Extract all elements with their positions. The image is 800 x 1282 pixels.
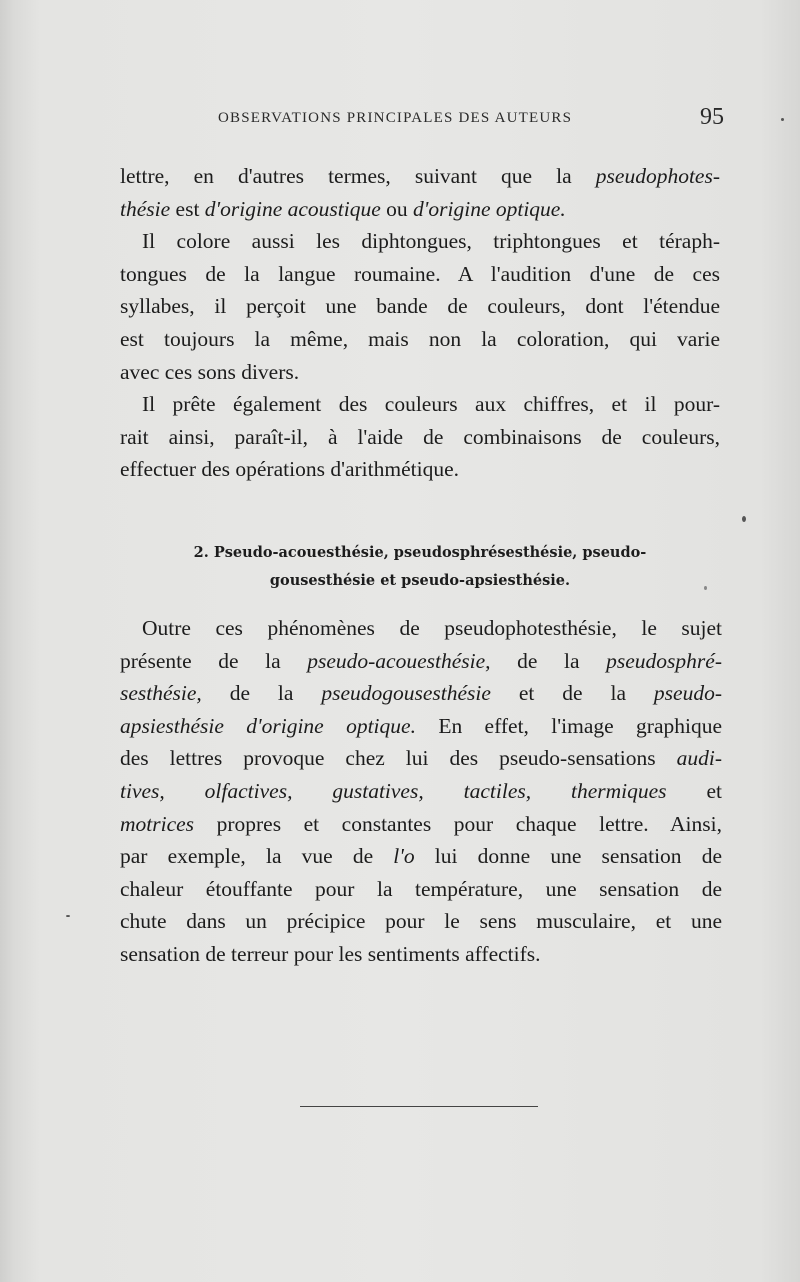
italic-term: audi- — [676, 746, 722, 771]
body-text — [120, 160, 720, 486]
text-line — [120, 840, 722, 873]
italic-term: pseudophotes- — [595, 164, 720, 188]
text-span: et de la — [490, 681, 654, 706]
text-line — [120, 160, 720, 193]
text-span: lui donne une sensation de — [414, 844, 722, 869]
italic-term: d'origine optique. — [413, 196, 566, 221]
text-line: Outre ces phénomènes de pseudophotesthésie, le sujet — [142, 616, 722, 640]
text-line — [120, 710, 722, 743]
text-line: chaleur étouffante pour la température, une sensation de — [120, 876, 722, 901]
text-span: ou — [380, 196, 414, 221]
text-line: syllabes, il perçoit une bande de couleurs, dont l'étendue — [120, 294, 720, 319]
text-line: est toujours la même, mais non la coloration, qui varie — [120, 326, 720, 351]
text-span: et — [666, 778, 722, 803]
text-line — [120, 677, 722, 710]
italic-term: l'o — [393, 844, 415, 869]
text-line — [120, 808, 722, 841]
italic-term: apsiesthésie d'origine optique. — [120, 713, 416, 738]
print-speck — [742, 516, 746, 522]
text-line: avec ces sons divers. — [120, 359, 300, 384]
italic-term: thésie — [120, 196, 171, 221]
print-speck — [704, 586, 707, 590]
text-span: présente de la — [120, 648, 308, 673]
italic-term: pseudo- — [653, 681, 722, 706]
text-span: par exemple, la vue de — [120, 844, 394, 869]
text-line — [120, 775, 722, 808]
text-line: Il prête également des couleurs aux chiffres, et il pour- — [142, 392, 720, 417]
text-line — [120, 742, 722, 775]
section-heading-line: 2. Pseudo-acouesthésie, pseudosphrésesthésie, pseudo- — [193, 544, 647, 561]
text-line: effectuer des opérations d'arithmétique. — [120, 457, 459, 482]
print-speck — [781, 118, 784, 121]
text-line: Il colore aussi les diphtongues, triphtongues et téraph- — [142, 229, 720, 254]
text-line: tongues de la langue roumaine. A l'audition d'une de ces — [120, 261, 720, 286]
text-span: de la — [490, 648, 607, 673]
page-number: 95 — [700, 104, 724, 130]
text-span: de la — [201, 681, 322, 706]
text-span: lettre, en d'autres termes, suivant que la — [120, 164, 596, 188]
section-body — [120, 612, 722, 971]
italic-term: pseudogousesthésie — [321, 681, 491, 706]
running-head — [120, 104, 724, 134]
text-span: est — [170, 196, 205, 221]
text-line: rait ainsi, paraît-il, à l'aide de combinaisons de couleurs, — [120, 424, 720, 449]
text-line — [120, 645, 722, 678]
italic-term: pseudosphré- — [606, 648, 722, 673]
section-heading-line: gousesthésie et pseudo-apsiesthésie. — [269, 572, 571, 589]
text-span: des lettres provoque chez lui des pseudo-sensations — [120, 746, 677, 771]
text-line: chute dans un précipice pour le sens musculaire, et une — [120, 909, 722, 934]
text-span: propres et constantes pour chaque lettre. Ainsi, — [194, 811, 722, 836]
italic-term: tives, olfactives, gustatives, tactiles, thermiques — [120, 778, 667, 803]
text-span: En effet, l'image graphique — [415, 713, 722, 738]
end-rule — [300, 1106, 538, 1107]
section-heading — [120, 539, 720, 595]
text-line: sensation de terreur pour les sentiments affectifs. — [120, 941, 541, 966]
italic-term: motrices — [120, 811, 195, 836]
print-speck — [66, 915, 70, 917]
italic-term: sesthésie, — [120, 681, 202, 706]
italic-term: pseudo-acouesthésie, — [307, 648, 491, 673]
italic-term: d'origine acoustique — [204, 196, 381, 221]
running-title: OBSERVATIONS PRINCIPALES DES AUTEURS — [218, 110, 573, 126]
text-line — [120, 193, 720, 226]
